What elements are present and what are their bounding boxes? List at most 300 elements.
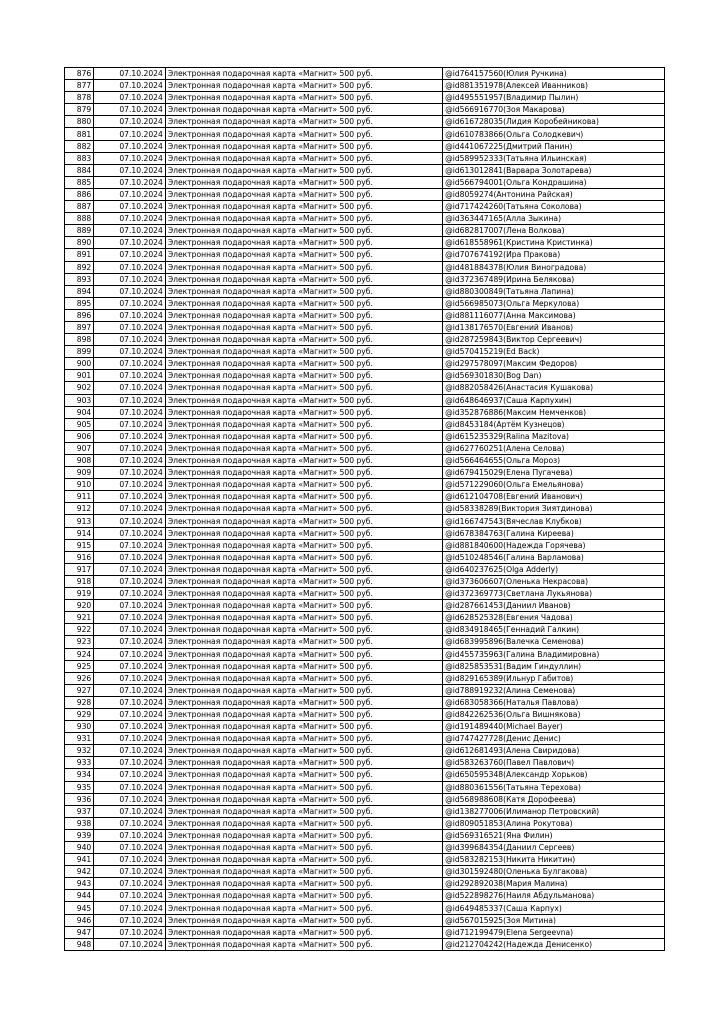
row-number-cell: 933 [65,757,94,769]
prize-cell: Электронная подарочная карта «Магнит» 500 руб. [165,237,442,249]
table-row [65,551,665,563]
date-cell: 07.10.2024 [94,733,166,745]
winner-cell: @id881351978(Алексей Иванников) [443,80,665,92]
row-number-cell: 881 [65,128,94,140]
date-cell: 07.10.2024 [94,442,166,454]
table-row [65,721,665,733]
date-cell: 07.10.2024 [94,866,166,878]
row-number-cell: 935 [65,781,94,793]
date-cell: 07.10.2024 [94,793,166,805]
prize-cell: Электронная подарочная карта «Магнит» 500 руб. [165,551,442,563]
winner-cell: @id809051853(Алина Рокутова) [443,817,665,829]
winner-cell: @id764157560(Юлия Ручкина) [443,68,665,80]
prize-cell: Электронная подарочная карта «Магнит» 500 руб. [165,285,442,297]
row-number-cell: 926 [65,672,94,684]
table-row [65,708,665,720]
date-cell: 07.10.2024 [94,588,166,600]
winner-cell: @id399684354(Даниил Сергеев) [443,842,665,854]
date-cell: 07.10.2024 [94,273,166,285]
row-number-cell: 923 [65,636,94,648]
row-number-cell: 899 [65,346,94,358]
date-cell: 07.10.2024 [94,503,166,515]
table-row [65,418,665,430]
winner-cell: @id522898276(Наиля Абдульманова) [443,890,665,902]
table-row [65,406,665,418]
prize-cell: Электронная подарочная карта «Магнит» 500 руб. [165,382,442,394]
table-row [65,164,665,176]
winner-cell: @id881840600(Надежда Горячева) [443,539,665,551]
prize-cell: Электронная подарочная карта «Магнит» 500 руб. [165,515,442,527]
prize-cell: Электронная подарочная карта «Магнит» 500 руб. [165,358,442,370]
row-number-cell: 927 [65,684,94,696]
table-row [65,563,665,575]
date-cell: 07.10.2024 [94,672,166,684]
row-number-cell: 909 [65,467,94,479]
table-row [65,866,665,878]
row-number-cell: 896 [65,309,94,321]
date-cell: 07.10.2024 [94,309,166,321]
date-cell: 07.10.2024 [94,648,166,660]
winner-cell: @id583282153(Никита Никитин) [443,854,665,866]
date-cell: 07.10.2024 [94,152,166,164]
table-row [65,515,665,527]
winner-cell: @id566916770(Зоя Макарова) [443,104,665,116]
row-number-cell: 904 [65,406,94,418]
row-number-cell: 916 [65,551,94,563]
prize-cell: Электронная подарочная карта «Магнит» 500 руб. [165,249,442,261]
winner-cell: @id618558961(Кристина Кристинка) [443,237,665,249]
table-row [65,890,665,902]
table-row [65,176,665,188]
winner-cell: @id8453184(Артём Кузнецов) [443,418,665,430]
date-cell: 07.10.2024 [94,237,166,249]
prize-cell: Электронная подарочная карта «Магнит» 500 руб. [165,467,442,479]
prize-cell: Электронная подарочная карта «Магнит» 500 руб. [165,817,442,829]
date-cell: 07.10.2024 [94,878,166,890]
date-cell: 07.10.2024 [94,842,166,854]
table-row [65,745,665,757]
table-row [65,805,665,817]
table-row [65,455,665,467]
date-cell: 07.10.2024 [94,684,166,696]
table-row [65,285,665,297]
date-cell: 07.10.2024 [94,527,166,539]
table-row [65,309,665,321]
row-number-cell: 886 [65,188,94,200]
prize-cell: Электронная подарочная карта «Магнит» 500 руб. [165,829,442,841]
winner-cell: @id616728035(Лидия Коробейникова) [443,116,665,128]
prize-cell: Электронная подарочная карта «Магнит» 500 руб. [165,225,442,237]
table-row [65,926,665,938]
table-row [65,479,665,491]
winner-cell: @id880300849(Татьяна Лапина) [443,285,665,297]
row-number-cell: 930 [65,721,94,733]
winner-cell: @id613012841(Варвара Золотарева) [443,164,665,176]
winner-cell: @id571229060(Ольга Емельянова) [443,479,665,491]
row-number-cell: 937 [65,805,94,817]
row-number-cell: 924 [65,648,94,660]
row-number-cell: 946 [65,914,94,926]
table-row [65,104,665,116]
prize-cell: Электронная подарочная карта «Магнит» 500 руб. [165,708,442,720]
table-row [65,757,665,769]
table-row [65,684,665,696]
row-number-cell: 892 [65,261,94,273]
row-number-cell: 902 [65,382,94,394]
date-cell: 07.10.2024 [94,104,166,116]
row-number-cell: 925 [65,660,94,672]
date-cell: 07.10.2024 [94,430,166,442]
table-row [65,539,665,551]
table-row [65,660,665,672]
table-row [65,152,665,164]
row-number-cell: 914 [65,527,94,539]
row-number-cell: 910 [65,479,94,491]
table-row [65,394,665,406]
table-row [65,261,665,273]
prize-cell: Электронная подарочная карта «Магнит» 500 руб. [165,612,442,624]
prize-cell: Электронная подарочная карта «Магнит» 500 руб. [165,140,442,152]
date-cell: 07.10.2024 [94,249,166,261]
table-row [65,442,665,454]
winner-cell: @id352876886(Максим Немченков) [443,406,665,418]
winner-cell: @id712199479(Elena Sergeevna) [443,926,665,938]
date-cell: 07.10.2024 [94,370,166,382]
date-cell: 07.10.2024 [94,745,166,757]
table-row [65,237,665,249]
winner-cell: @id569301830(Bog Dan) [443,370,665,382]
table-row [65,600,665,612]
row-number-cell: 883 [65,152,94,164]
table-row [65,648,665,660]
date-cell: 07.10.2024 [94,612,166,624]
date-cell: 07.10.2024 [94,213,166,225]
date-cell: 07.10.2024 [94,551,166,563]
prize-cell: Электронная подарочная карта «Магнит» 500 руб. [165,370,442,382]
prize-cell: Электронная подарочная карта «Магнит» 500 руб. [165,733,442,745]
prize-cell: Электронная подарочная карта «Магнит» 500 руб. [165,201,442,213]
winner-cell: @id58338289(Виктория Зиятдинова) [443,503,665,515]
row-number-cell: 912 [65,503,94,515]
winner-cell: @id842262536(Ольга Вишнякова) [443,708,665,720]
date-cell: 07.10.2024 [94,201,166,213]
row-number-cell: 897 [65,321,94,333]
prize-cell: Электронная подарочная карта «Магнит» 500 руб. [165,321,442,333]
row-number-cell: 913 [65,515,94,527]
table-row [65,213,665,225]
prize-cell: Электронная подарочная карта «Магнит» 500 руб. [165,660,442,672]
prize-cell: Электронная подарочная карта «Магнит» 500 руб. [165,648,442,660]
prize-cell: Электронная подарочная карта «Магнит» 500 руб. [165,854,442,866]
date-cell: 07.10.2024 [94,321,166,333]
date-cell: 07.10.2024 [94,600,166,612]
row-number-cell: 891 [65,249,94,261]
date-cell: 07.10.2024 [94,757,166,769]
row-number-cell: 934 [65,769,94,781]
table-row [65,116,665,128]
winner-cell: @id566794001(Ольга Кондрашина) [443,176,665,188]
prize-cell: Электронная подарочная карта «Магнит» 500 руб. [165,684,442,696]
table-row [65,334,665,346]
table-row [65,733,665,745]
row-number-cell: 885 [65,176,94,188]
prize-cell: Электронная подарочная карта «Магнит» 500 руб. [165,624,442,636]
prize-cell: Электронная подарочная карта «Магнит» 500 руб. [165,479,442,491]
prize-cell: Электронная подарочная карта «Магнит» 500 руб. [165,600,442,612]
row-number-cell: 879 [65,104,94,116]
table-row [65,938,665,950]
row-number-cell: 922 [65,624,94,636]
date-cell: 07.10.2024 [94,406,166,418]
prize-cell: Электронная подарочная карта «Магнит» 500 руб. [165,128,442,140]
date-cell: 07.10.2024 [94,358,166,370]
row-number-cell: 929 [65,708,94,720]
table-row [65,80,665,92]
prize-cell: Электронная подарочная карта «Магнит» 500 руб. [165,793,442,805]
prize-cell: Электронная подарочная карта «Магнит» 500 руб. [165,297,442,309]
prize-cell: Электронная подарочная карта «Магнит» 500 руб. [165,273,442,285]
winner-cell: @id373606607(Оленька Некрасова) [443,575,665,587]
date-cell: 07.10.2024 [94,829,166,841]
prize-cell: Электронная подарочная карта «Магнит» 500 руб. [165,164,442,176]
row-number-cell: 920 [65,600,94,612]
date-cell: 07.10.2024 [94,334,166,346]
prize-cell: Электронная подарочная карта «Магнит» 500 руб. [165,781,442,793]
row-number-cell: 936 [65,793,94,805]
prize-cell: Электронная подарочная карта «Магнит» 500 руб. [165,842,442,854]
table-row [65,829,665,841]
prize-cell: Электронная подарочная карта «Магнит» 500 руб. [165,213,442,225]
row-number-cell: 895 [65,297,94,309]
winners-table [64,67,665,951]
table-row [65,467,665,479]
date-cell: 07.10.2024 [94,455,166,467]
date-cell: 07.10.2024 [94,116,166,128]
table-row [65,188,665,200]
prize-cell: Электронная подарочная карта «Магнит» 500 руб. [165,104,442,116]
date-cell: 07.10.2024 [94,781,166,793]
table-row [65,769,665,781]
row-number-cell: 900 [65,358,94,370]
winner-cell: @id297578097(Максим Федоров) [443,358,665,370]
winner-cell: @id648646937(Саша Карпухин) [443,394,665,406]
row-number-cell: 907 [65,442,94,454]
row-number-cell: 917 [65,563,94,575]
date-cell: 07.10.2024 [94,660,166,672]
winner-cell: @id495551957(Владимир Пылин) [443,92,665,104]
winner-cell: @id372369773(Светлана Лукьянова) [443,588,665,600]
table-row [65,382,665,394]
date-cell: 07.10.2024 [94,854,166,866]
row-number-cell: 890 [65,237,94,249]
winner-cell: @id825853531(Вадим Гиндуллин) [443,660,665,672]
date-cell: 07.10.2024 [94,188,166,200]
date-cell: 07.10.2024 [94,636,166,648]
date-cell: 07.10.2024 [94,721,166,733]
date-cell: 07.10.2024 [94,92,166,104]
prize-cell: Электронная подарочная карта «Магнит» 500 руб. [165,539,442,551]
row-number-cell: 919 [65,588,94,600]
winner-cell: @id717424260(Татьяна Соколова) [443,201,665,213]
table-row [65,140,665,152]
prize-cell: Электронная подарочная карта «Магнит» 500 руб. [165,575,442,587]
prize-cell: Электронная подарочная карта «Магнит» 500 руб. [165,588,442,600]
date-cell: 07.10.2024 [94,80,166,92]
winner-cell: @id287259843(Виктор Сергеевич) [443,334,665,346]
date-cell: 07.10.2024 [94,563,166,575]
date-cell: 07.10.2024 [94,176,166,188]
row-number-cell: 876 [65,68,94,80]
winner-cell: @id441067225(Дмитрий Панин) [443,140,665,152]
row-number-cell: 884 [65,164,94,176]
winner-cell: @id569316521(Яна Филин) [443,829,665,841]
date-cell: 07.10.2024 [94,624,166,636]
table-row [65,817,665,829]
row-number-cell: 901 [65,370,94,382]
winner-cell: @id829165389(Ильнур Габитов) [443,672,665,684]
date-cell: 07.10.2024 [94,817,166,829]
row-number-cell: 908 [65,455,94,467]
prize-cell: Электронная подарочная карта «Магнит» 500 руб. [165,878,442,890]
date-cell: 07.10.2024 [94,479,166,491]
prize-cell: Электронная подарочная карта «Магнит» 500 руб. [165,914,442,926]
winners-table-body [65,68,665,951]
winner-cell: @id747427728(Денис Денис) [443,733,665,745]
table-row [65,370,665,382]
date-cell: 07.10.2024 [94,164,166,176]
date-cell: 07.10.2024 [94,285,166,297]
date-cell: 07.10.2024 [94,467,166,479]
date-cell: 07.10.2024 [94,225,166,237]
winner-cell: @id8059274(Антонина Райская) [443,188,665,200]
winner-cell: @id301592480(Оленька Булгакова) [443,866,665,878]
row-number-cell: 940 [65,842,94,854]
winner-cell: @id363447165(Алла Зыкина) [443,213,665,225]
prize-cell: Электронная подарочная карта «Магнит» 500 руб. [165,418,442,430]
row-number-cell: 888 [65,213,94,225]
row-number-cell: 931 [65,733,94,745]
table-row [65,854,665,866]
prize-cell: Электронная подарочная карта «Магнит» 500 руб. [165,890,442,902]
table-row [65,781,665,793]
table-row [65,527,665,539]
row-number-cell: 944 [65,890,94,902]
table-row [65,672,665,684]
row-number-cell: 893 [65,273,94,285]
prize-cell: Электронная подарочная карта «Магнит» 500 руб. [165,902,442,914]
winner-cell: @id882058426(Анастасия Кушакова) [443,382,665,394]
date-cell: 07.10.2024 [94,890,166,902]
prize-cell: Электронная подарочная карта «Магнит» 500 руб. [165,696,442,708]
date-cell: 07.10.2024 [94,418,166,430]
winner-cell: @id612104708(Евгений Иванович) [443,491,665,503]
row-number-cell: 942 [65,866,94,878]
row-number-cell: 947 [65,926,94,938]
row-number-cell: 941 [65,854,94,866]
prize-cell: Электронная подарочная карта «Магнит» 500 руб. [165,926,442,938]
date-cell: 07.10.2024 [94,708,166,720]
winner-cell: @id212704242(Надежда Денисенко) [443,938,665,950]
table-row [65,128,665,140]
prize-cell: Электронная подарочная карта «Магнит» 500 руб. [165,309,442,321]
winner-cell: @id788919232(Алина Семенова) [443,684,665,696]
row-number-cell: 906 [65,430,94,442]
prize-cell: Электронная подарочная карта «Магнит» 500 руб. [165,563,442,575]
table-row [65,273,665,285]
prize-cell: Электронная подарочная карта «Магнит» 500 руб. [165,455,442,467]
prize-cell: Электронная подарочная карта «Магнит» 500 руб. [165,745,442,757]
winner-cell: @id610783866(Ольга Солодкевич) [443,128,665,140]
table-row [65,878,665,890]
date-cell: 07.10.2024 [94,926,166,938]
winner-cell: @id615235329(Ralina Mazitova) [443,430,665,442]
winner-cell: @id627760251(Алена Селова) [443,442,665,454]
table-row [65,612,665,624]
winner-cell: @id568988608(Катя Дорофеева) [443,793,665,805]
table-row [65,225,665,237]
prize-cell: Электронная подарочная карта «Магнит» 500 руб. [165,188,442,200]
date-cell: 07.10.2024 [94,394,166,406]
winner-cell: @id292892038(Мария Малина) [443,878,665,890]
row-number-cell: 898 [65,334,94,346]
winner-cell: @id138277006(Илиманор Петровский) [443,805,665,817]
prize-cell: Электронная подарочная карта «Магнит» 500 руб. [165,805,442,817]
date-cell: 07.10.2024 [94,128,166,140]
winner-cell: @id650595348(Александр Хорьков) [443,769,665,781]
row-number-cell: 887 [65,201,94,213]
date-cell: 07.10.2024 [94,914,166,926]
table-row [65,914,665,926]
winner-cell: @id138176570(Евгений Иванов) [443,321,665,333]
table-row [65,696,665,708]
row-number-cell: 938 [65,817,94,829]
prize-cell: Электронная подарочная карта «Магнит» 500 руб. [165,636,442,648]
winner-cell: @id707674192(Ира Пракова) [443,249,665,261]
row-number-cell: 928 [65,696,94,708]
table-row [65,491,665,503]
row-number-cell: 939 [65,829,94,841]
table-row [65,297,665,309]
row-number-cell: 877 [65,80,94,92]
winner-cell: @id640237625(Olga Adderly) [443,563,665,575]
date-cell: 07.10.2024 [94,938,166,950]
winner-cell: @id583263760(Павел Павлович) [443,757,665,769]
prize-cell: Электронная подарочная карта «Магнит» 500 руб. [165,80,442,92]
table-row [65,588,665,600]
row-number-cell: 889 [65,225,94,237]
winner-cell: @id683058366(Наталья Павлова) [443,696,665,708]
row-number-cell: 880 [65,116,94,128]
prize-cell: Электронная подарочная карта «Магнит» 500 руб. [165,346,442,358]
row-number-cell: 878 [65,92,94,104]
table-row [65,793,665,805]
winner-cell: @id566464655(Ольга Мороз) [443,455,665,467]
winner-cell: @id628525328(Евгения Чадова) [443,612,665,624]
table-row [65,624,665,636]
winner-cell: @id567015925(Зоя Митина) [443,914,665,926]
date-cell: 07.10.2024 [94,902,166,914]
prize-cell: Электронная подарочная карта «Магнит» 500 руб. [165,672,442,684]
winner-cell: @id191489440(Michael Bayer) [443,721,665,733]
winner-cell: @id683995896(Валечка Семенова) [443,636,665,648]
table-row [65,430,665,442]
table-row [65,321,665,333]
prize-cell: Электронная подарочная карта «Магнит» 500 руб. [165,261,442,273]
winner-cell: @id880361556(Татьяна Терехова) [443,781,665,793]
row-number-cell: 894 [65,285,94,297]
winner-cell: @id678384763(Галина Киреева) [443,527,665,539]
table-row [65,201,665,213]
